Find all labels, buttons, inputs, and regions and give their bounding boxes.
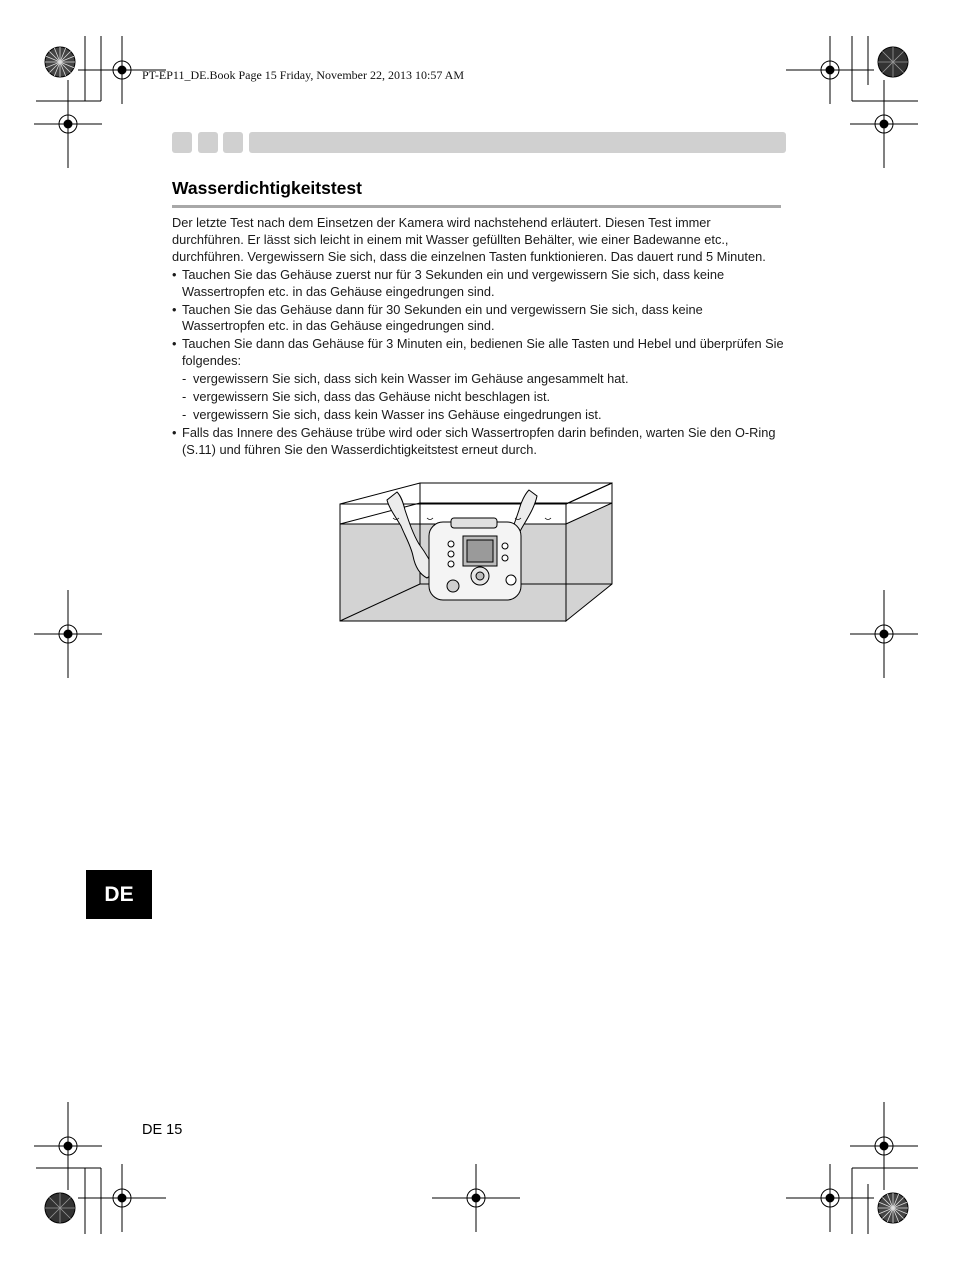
section-tab-2 — [198, 132, 218, 153]
section-tab-1 — [172, 132, 192, 153]
sub-item-text: vergewissern Sie sich, dass sich kein Wasser im Gehäuse angesammelt hat. — [193, 371, 629, 387]
title-underline — [172, 205, 781, 208]
section-tab-bar — [249, 132, 786, 153]
bullet-marker: • — [172, 424, 177, 440]
intro-paragraph: Der letzte Test nach dem Einsetzen der Kamera wird nachstehend erläutert. Diesen Test immer durchführen. Er lässt sich leicht in einem mit Wasser gefüllten Behälter, wie einer Badewanne etc., durchführen. Vergewissern Sie sich, dass die einzelnen Tasten funktionieren. Das dauert rund 5 Minuten. — [172, 215, 766, 264]
bullet-text: Tauchen Sie das Gehäuse zuerst nur für 3 Sekunden ein und vergewissern Sie sich, dass keine Wassertropfen etc. in das Gehäuse eingedrungen sind. — [182, 266, 725, 299]
dash-marker: - — [182, 371, 187, 387]
sub-list-item — [182, 389, 784, 406]
bullet-marker: • — [172, 266, 177, 282]
dash-marker: - — [182, 406, 187, 422]
bullet-marker: • — [172, 336, 177, 352]
list-item — [172, 302, 784, 336]
water-tank-illustration — [339, 482, 613, 623]
sub-item-text: vergewissern Sie sich, dass das Gehäuse nicht beschlagen ist. — [193, 389, 551, 405]
dash-marker: - — [182, 389, 187, 405]
sub-list-item — [182, 371, 784, 388]
list-item — [172, 336, 784, 424]
bullet-text: Falls das Innere des Gehäuse trübe wird oder sich Wassertropfen darin befinden, warten Sie den O-Ring (S.11) und führen Sie den Wasserdichtigkeitstest erneut durch. — [182, 424, 776, 457]
section-tab-3 — [223, 132, 243, 153]
language-tab: DE — [86, 870, 152, 919]
section-tab-strip — [172, 132, 786, 153]
list-item — [172, 425, 784, 459]
print-header: PT-EP11_DE.Book Page 15 Friday, November 22, 2013 10:57 AM — [142, 68, 464, 82]
sub-list — [182, 371, 784, 424]
page-number: DE 15 — [142, 1122, 183, 1138]
sub-item-text: vergewissern Sie sich, dass kein Wasser ins Gehäuse eingedrungen ist. — [193, 406, 602, 422]
bullet-text: Tauchen Sie dann das Gehäuse für 3 Minuten ein, bedienen Sie alle Tasten und Hebel und überprüfen Sie folgendes: — [182, 336, 784, 369]
bullet-text: Tauchen Sie das Gehäuse dann für 30 Sekunden ein und vergewissern Sie sich, dass keine Wassertropfen etc. in das Gehäuse eingedrungen sind. — [182, 301, 703, 334]
bullet-list — [172, 267, 784, 459]
bullet-marker: • — [172, 301, 177, 317]
sub-list-item — [182, 407, 784, 424]
body-text — [172, 215, 784, 460]
section-title: Wasserdichtigkeitstest — [172, 178, 362, 198]
list-item — [172, 267, 784, 301]
